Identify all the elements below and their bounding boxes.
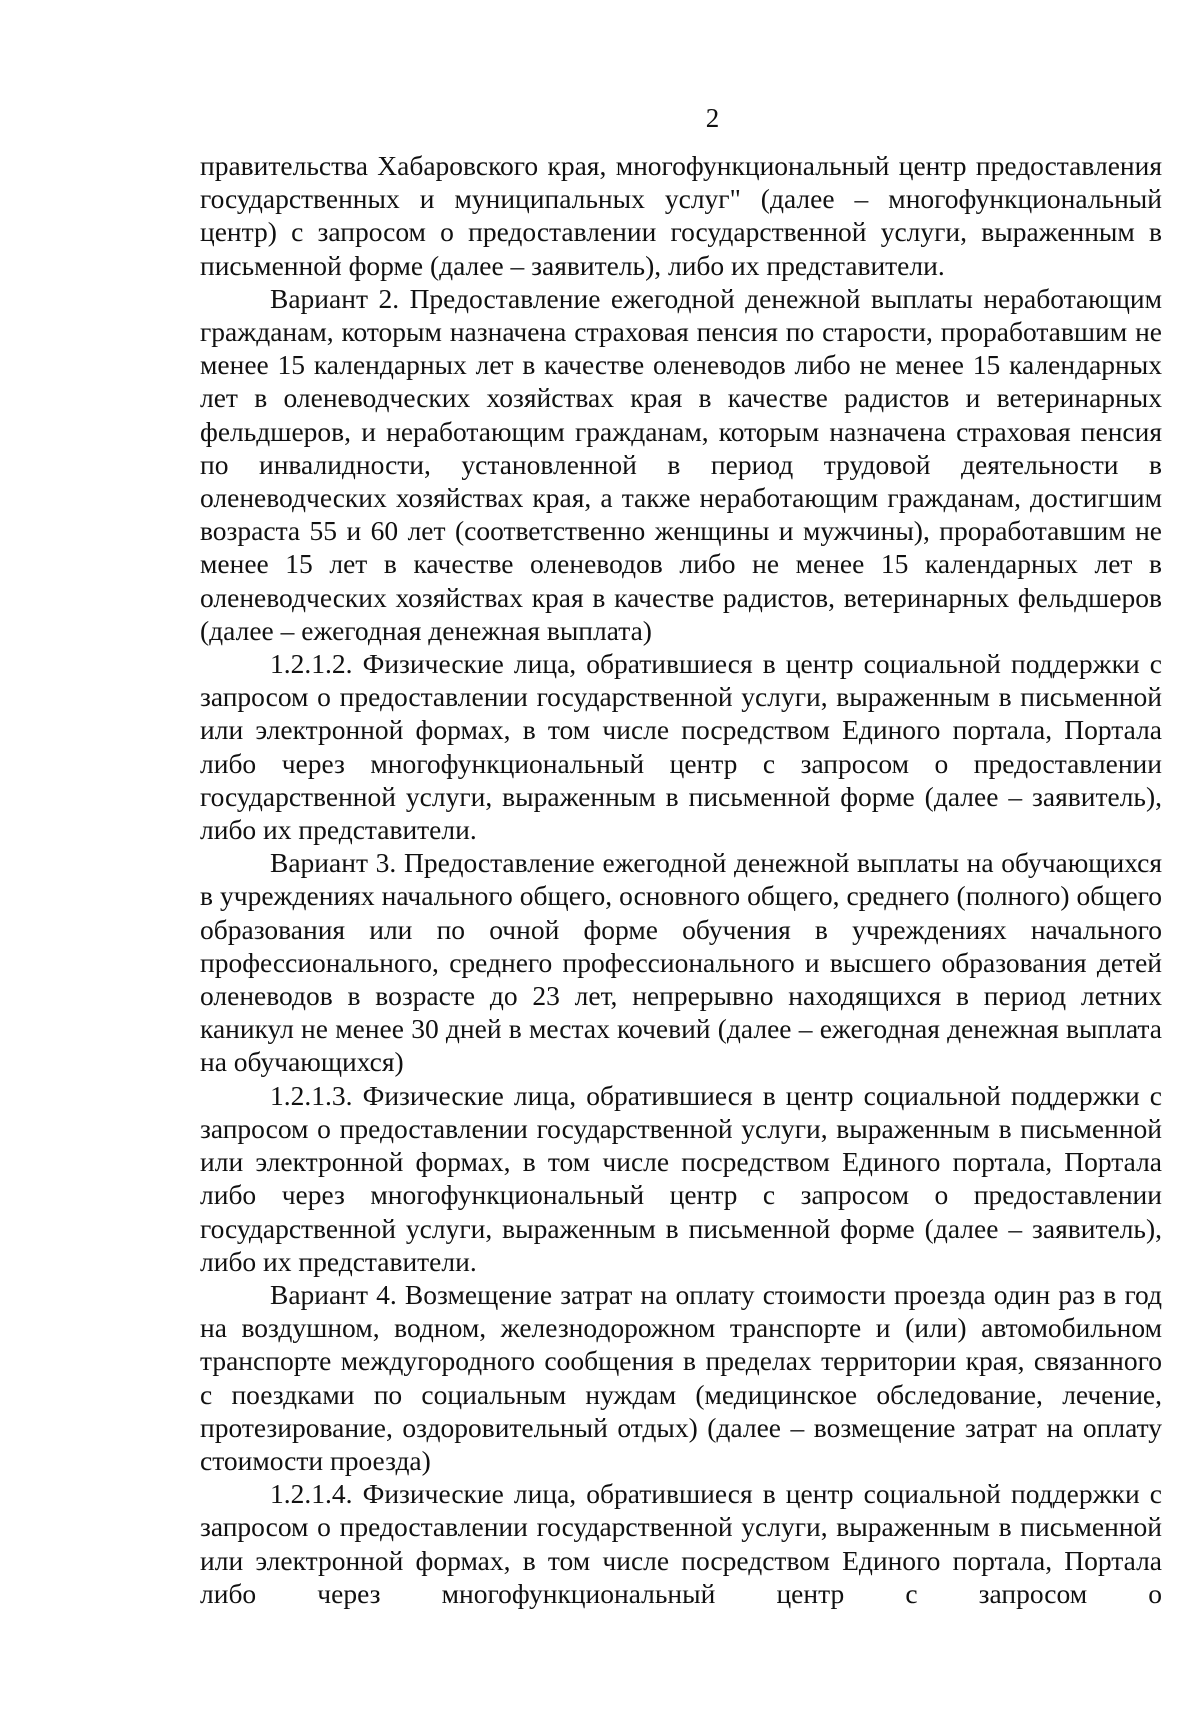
paragraph-variant-2: Вариант 2. Предоставление ежегодной денежной выплаты неработающим гражданам, которым назначена страховая пенсия по старости, проработавшим не менее 15 календарных лет в качестве оленеводов либо не менее 15 календарных лет в оленеводческих хозяйствах края в качестве радистов и ветеринарных фельдшеров, и неработающим гражданам, которым назначена страховая пенсия по инвалидности, установленной в период трудовой деятельности в оленеводческих хозяйствах края, а также неработающим гражданам, достигшим возраста 55 и 60 лет (соответственно женщины и мужчины), проработавшим не менее 15 лет в качестве оленеводов либо не менее 15 календарных лет в оленеводческих хозяйствах края в качестве радистов, ветеринарных фельдшеров (далее – ежегодная денежная выплата) bbox=[200, 282, 1162, 646]
paragraph-variant-3: Вариант 3. Предоставление ежегодной денежной выплаты на обучающихся в учреждениях начального общего, основного общего, среднего (полного) общего образования или по очной форме обучения в учреждениях начального профессионального, среднего профессионального и высшего образования детей оленеводов в возрасте до 23 лет, непрерывно находящихся в период летних каникул не менее 30 дней в местах кочевий (далее – ежегодная денежная выплата на обучающихся) bbox=[200, 847, 1162, 1078]
page-number: 2 bbox=[705, 103, 720, 133]
paragraph-1-2-1-3: 1.2.1.3. Физические лица, обратившиеся в центр социальной поддержки с запросом о предоставлении государственной услуги, выраженным в письменной или электронной формах, в том числе посредством Единого портала, Портала либо через многофункциональный центр с запросом о предоставлении государственной услуги, выраженным в письменной форме (далее – заявитель), либо их представители. bbox=[200, 1079, 1162, 1277]
paragraph-continuation: правительства Хабаровского края, многофункциональный центр предоставления государственных и муниципальных услуг" (далее – многофункциональный центр) с запросом о предоставлении государственной услуги, выраженным в письменной форме (далее – заявитель), либо их представители. bbox=[200, 150, 1162, 281]
paragraph-1-2-1-2: 1.2.1.2. Физические лица, обратившиеся в центр социальной поддержки с запросом о предоставлении государственной услуги, выраженным в письменной или электронной формах, в том числе посредством Единого портала, Портала либо через многофункциональный центр с запросом о предоставлении государственной услуги, выраженным в письменной форме (далее – заявитель), либо их представители. bbox=[200, 648, 1162, 846]
document-body bbox=[200, 149, 1162, 1610]
paragraph-variant-4: Вариант 4. Возмещение затрат на оплату стоимости проезда один раз в год на воздушном, водном, железнодорожном транспорте и (или) автомобильном транспорте междугородного сообщения в пределах территории края, связанного с поездками по социальным нуждам (медицинское обследование, лечение, протезирование, оздоровительный отдых) (далее – возмещение затрат на оплату стоимости проезда) bbox=[200, 1278, 1162, 1476]
paragraph-1-2-1-4: 1.2.1.4. Физические лица, обратившиеся в центр социальной поддержки с запросом о предоставлении государственной услуги, выраженным в письменной или электронной формах, в том числе посредством Единого портала, Портала либо через многофункциональный центр с запросом о bbox=[200, 1478, 1162, 1609]
